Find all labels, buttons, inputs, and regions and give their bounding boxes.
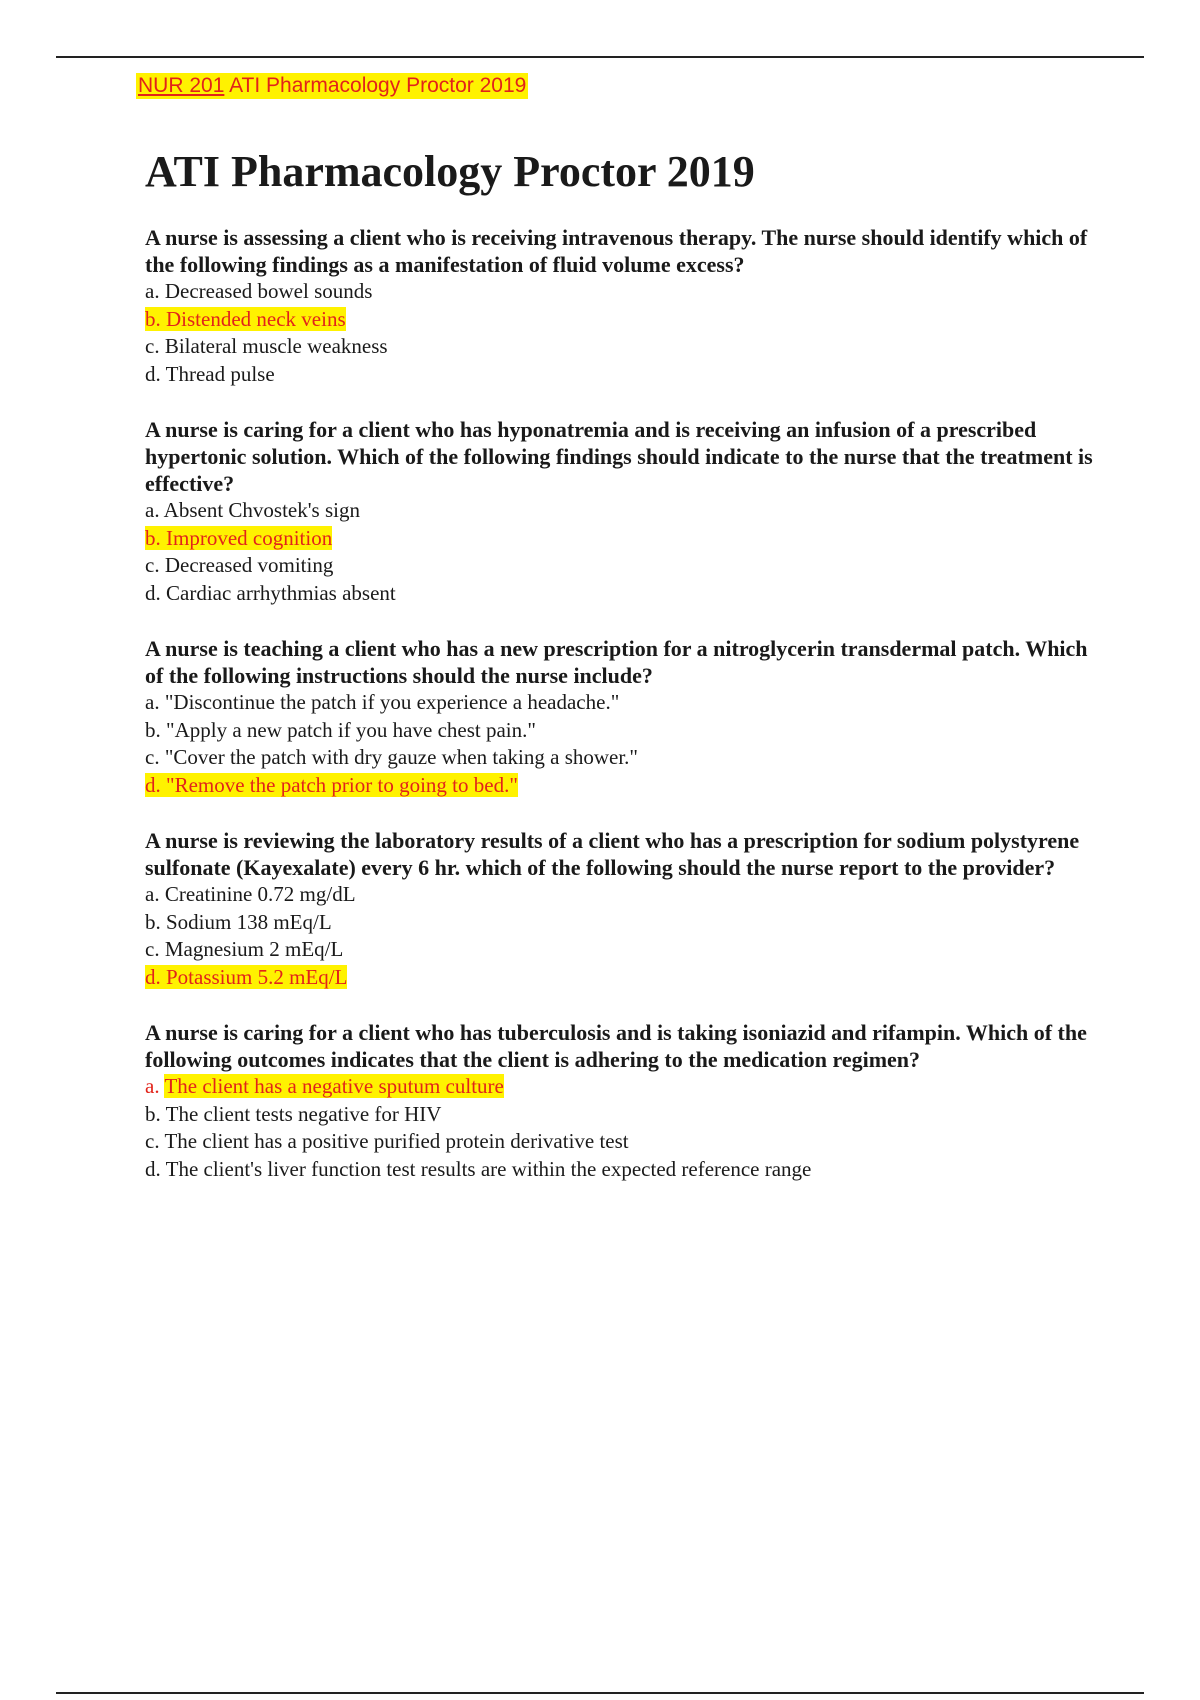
question-stem: A nurse is reviewing the laboratory results of a client who has a prescription for sodium polystyrene sulfonate (Kayexalate) every 6 hr. which of the following should the nurse report to the provider? <box>145 828 1080 880</box>
answer-highlight: The client has a negative sputum culture <box>164 1074 504 1098</box>
option-c: c. Bilateral muscle weakness <box>145 334 388 358</box>
running-header <box>136 73 528 99</box>
option-b-correct <box>145 525 1105 553</box>
running-header-title: ATI Pharmacology Proctor 2019 <box>229 74 527 97</box>
option-b: b. The client tests negative for HIV <box>145 1101 442 1126</box>
option-b: b. "Apply a new patch if you have chest pain." <box>145 717 536 742</box>
option-a: a. Absent Chvostek's sign <box>145 498 360 522</box>
answer-highlight: d. Potassium 5.2 mEq/L <box>145 964 348 989</box>
option-c: c. The client has a positive purified protein derivative test <box>145 1129 629 1153</box>
question-1 <box>145 224 1105 388</box>
course-code: NUR 201 <box>138 74 225 97</box>
question-stem: A nurse is teaching a client who has a new prescription for a nitroglycerin transdermal patch. Which of the following instructions should the nurse include? <box>145 636 1088 688</box>
question-stem: A nurse is caring for a client who has hyponatremia and is receiving an infusion of a prescribed hypertonic solution. Which of the following findings should indicate to the nurse that the treatment is effective? <box>145 417 1093 496</box>
option-b-correct <box>145 306 1105 334</box>
option-c: c. Decreased vomiting <box>145 553 334 577</box>
document-body <box>145 142 1105 1211</box>
question-stem: A nurse is caring for a client who has tuberculosis and is taking isoniazid and rifampin. Which of the following outcomes indicates that the client is adhering to the medication regimen? <box>145 1020 1087 1072</box>
answer-highlight: b. Improved cognition <box>145 525 333 550</box>
option-d-correct <box>145 772 1105 800</box>
page-title: ATI Pharmacology Proctor 2019 <box>145 147 755 196</box>
bottom-rule <box>56 1692 1144 1694</box>
answer-highlight: b. Distended neck veins <box>145 306 346 331</box>
option-a: a. "Discontinue the patch if you experience a headache." <box>145 690 620 714</box>
option-a-correct: a. The client has a negative sputum culture <box>145 1074 504 1098</box>
option-a: a. Creatinine 0.72 mg/dL <box>145 882 356 906</box>
question-stem: A nurse is assessing a client who is receiving intravenous therapy. The nurse should identify which of the following findings as a manifestation of fluid volume excess? <box>145 225 1088 277</box>
question-4 <box>145 827 1105 991</box>
question-3 <box>145 635 1105 799</box>
option-d: d. Cardiac arrhythmias absent <box>145 580 396 605</box>
option-a: a. Decreased bowel sounds <box>145 279 373 303</box>
option-c: c. "Cover the patch with dry gauze when taking a shower." <box>145 745 639 769</box>
answer-highlight: d. "Remove the patch prior to going to bed." <box>145 772 518 797</box>
option-d: d. The client's liver function test results are within the expected reference range <box>145 1156 812 1181</box>
option-d-correct <box>145 964 1105 992</box>
option-d: d. Thread pulse <box>145 361 275 386</box>
question-2 <box>145 416 1105 607</box>
question-5 <box>145 1019 1105 1183</box>
option-c: c. Magnesium 2 mEq/L <box>145 937 344 961</box>
option-b: b. Sodium 138 mEq/L <box>145 909 332 934</box>
top-rule <box>56 56 1144 58</box>
